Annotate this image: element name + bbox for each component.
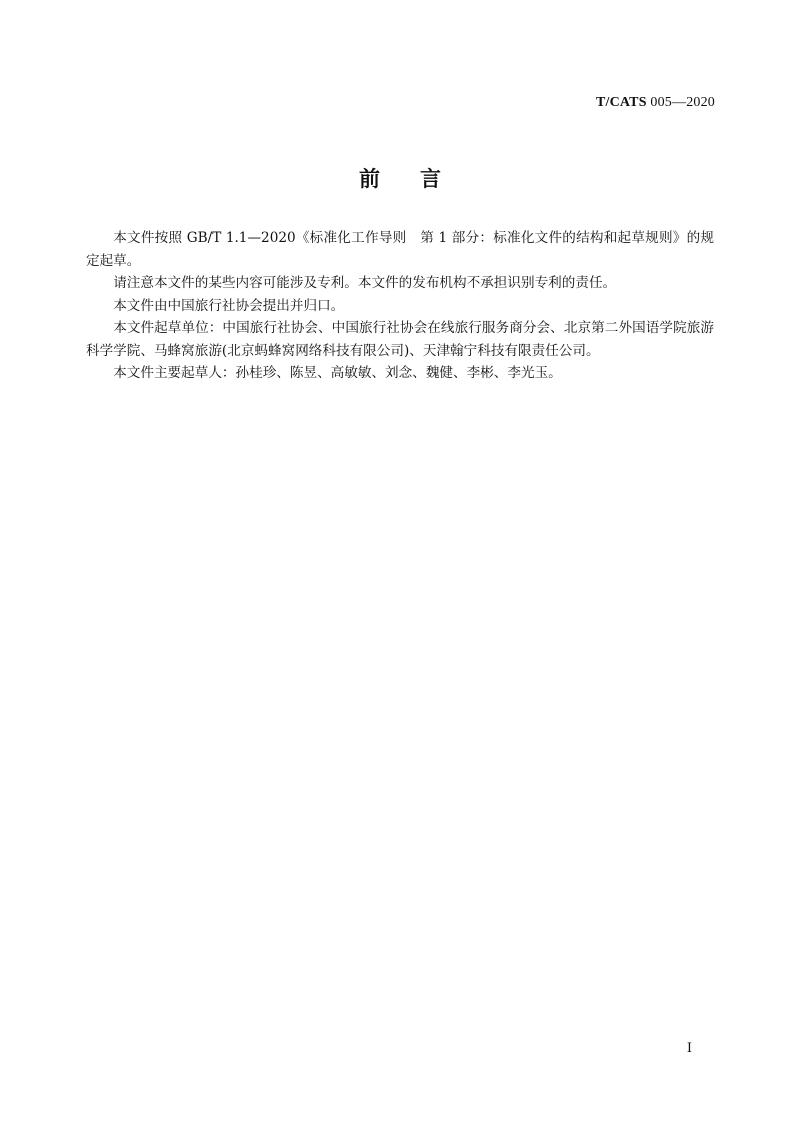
page-number: Ⅰ xyxy=(686,1040,692,1055)
foreword-paragraph-drafters: 本文件主要起草人：孙桂珍、陈昱、高敏敏、刘念、魏健、李彬、李光玉。 xyxy=(113,365,562,381)
foreword-paragraph-proposer: 本文件由中国旅行社协会提出并归口。 xyxy=(113,297,345,314)
standard-code-prefix: T/CATS xyxy=(595,95,647,110)
page-title xyxy=(0,163,800,193)
foreword-paragraph-drafting-rules: 本文件按照 GB/T 1.1—2020《标准化工作导则 第 1 部分：标准化文件的结构和起草规则》的规定起草。 xyxy=(86,230,714,269)
standard-code-number: 005—2020 xyxy=(650,95,715,110)
foreword-paragraph-drafting-units: 本文件起草单位：中国旅行社协会、中国旅行社协会在线旅行服务商分会、北京第二外国语学院旅游科学学院、马蜂窝旅游(北京蚂蜂窝网络科技有限公司)、天津翰宁科技有限责任公司。 xyxy=(86,320,714,359)
foreword-body xyxy=(86,227,714,385)
page-title-char-2: 言 xyxy=(420,167,441,191)
standard-code xyxy=(596,95,715,111)
page-title-char-1: 前 xyxy=(359,167,380,191)
foreword-paragraph-patent-notice: 请注意本文件的某些内容可能涉及专利。本文件的发布机构不承担识别专利的责任。 xyxy=(113,275,617,291)
